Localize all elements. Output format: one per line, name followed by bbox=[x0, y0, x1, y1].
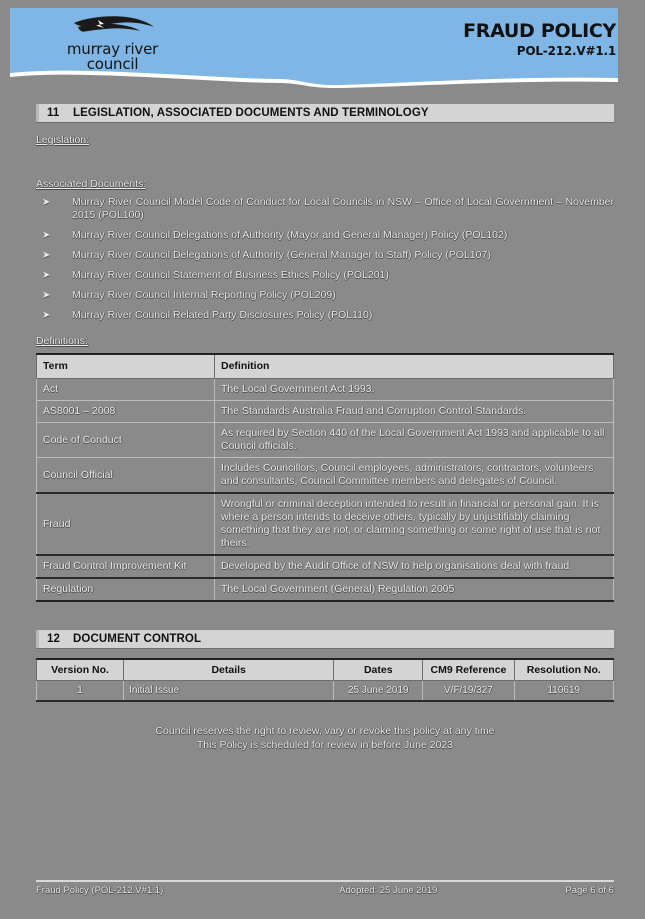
page-header-banner bbox=[10, 8, 630, 86]
review-note-line-2: This Policy is scheduled for review in before June 2023 bbox=[196, 739, 454, 751]
list-item-text: Murray River Council Internal Reporting Policy (POL209) bbox=[72, 289, 336, 301]
associated-documents-list bbox=[36, 196, 614, 322]
details-cell: Initial Issue bbox=[124, 681, 334, 702]
section-12-title: DOCUMENT CONTROL bbox=[73, 633, 202, 645]
column-header-term: Term bbox=[37, 354, 215, 379]
list-item bbox=[36, 309, 614, 322]
footer-center: Adopted: 25 June 2019 bbox=[339, 885, 438, 896]
council-logo bbox=[40, 14, 185, 72]
section-12-number: 12 bbox=[47, 633, 60, 645]
table-row bbox=[37, 458, 614, 494]
definitions-block bbox=[36, 329, 614, 349]
table-header-row bbox=[37, 354, 614, 379]
document-control-table bbox=[36, 658, 614, 702]
definition-cell: The Standards Australia Fraud and Corruption Control Standards. bbox=[215, 401, 614, 423]
term-cell: AS8001 – 2008 bbox=[37, 401, 215, 423]
term-cell: Fraud bbox=[37, 493, 215, 555]
associated-documents-heading: Associated Documents: bbox=[36, 178, 147, 190]
column-header-cm9-reference: CM9 Reference bbox=[423, 659, 514, 681]
resolution-no-cell: 110619 bbox=[514, 681, 613, 702]
bird-leaf-logo-icon bbox=[68, 14, 158, 40]
definition-cell: The Local Government (General) Regulation 2005 bbox=[215, 578, 614, 601]
list-item bbox=[36, 269, 614, 282]
term-cell: Code of Conduct bbox=[37, 423, 215, 458]
legislation-heading: Legislation: bbox=[36, 134, 90, 146]
version-cell: 1 bbox=[37, 681, 124, 702]
bullet-arrow-icon: ➤ bbox=[42, 270, 51, 281]
term-cell: Fraud Control Improvement Kit bbox=[37, 555, 215, 578]
list-item-text: Murray River Council Delegations of Authority (General Manager to Staff) Policy (POL107) bbox=[72, 249, 491, 261]
review-note bbox=[36, 724, 614, 752]
table-row bbox=[37, 578, 614, 601]
list-item-text: Murray River Council Statement of Business Ethics Policy (POL201) bbox=[72, 269, 389, 281]
bullet-arrow-icon: ➤ bbox=[42, 310, 51, 321]
term-cell: Regulation bbox=[37, 578, 215, 601]
table-header-row bbox=[37, 659, 614, 681]
definition-cell: The Local Government Act 1993. bbox=[215, 379, 614, 401]
logo-line-2: council bbox=[86, 55, 139, 73]
column-header-version-no: Version No. bbox=[37, 659, 124, 681]
section-11-number: 11 bbox=[47, 107, 60, 119]
table-row bbox=[37, 681, 614, 702]
section-heading-12 bbox=[36, 630, 614, 648]
document-content bbox=[36, 104, 614, 752]
list-item bbox=[36, 289, 614, 302]
term-cell: Act bbox=[37, 379, 215, 401]
table-row bbox=[37, 493, 614, 555]
list-item bbox=[36, 196, 614, 222]
table-row bbox=[37, 555, 614, 578]
bullet-arrow-icon: ➤ bbox=[42, 197, 51, 208]
table-row bbox=[37, 401, 614, 423]
bullet-arrow-icon: ➤ bbox=[42, 250, 51, 261]
table-row bbox=[37, 423, 614, 458]
list-item-text: Murray River Council Related Party Disclosures Policy (POL110) bbox=[72, 309, 373, 321]
definition-cell: As required by Section 440 of the Local Government Act 1993 and applicable to all Council officials. bbox=[215, 423, 614, 458]
definition-cell: Includes Councillors, Council employees, administrators, contractors, volunteers and consultants, Council Committee members and delegates of Council. bbox=[215, 458, 614, 494]
footer-left: Fraud Policy (POL-212.V#1.1) bbox=[36, 885, 164, 896]
list-item bbox=[36, 249, 614, 262]
list-item bbox=[36, 229, 614, 242]
column-header-dates: Dates bbox=[334, 659, 423, 681]
definitions-table bbox=[36, 353, 614, 602]
document-reference: POL-212.V#1.1 bbox=[516, 44, 616, 58]
associated-documents-block bbox=[36, 172, 614, 192]
section-heading-11 bbox=[36, 104, 614, 122]
definition-cell: Wrongful or criminal deception intended to result in financial or personal gain. It is where a person intends to deceive others, typically by unjustifiably claiming something that they are not, or claiming something or some right of use that is not theirs. bbox=[215, 493, 614, 555]
page-footer bbox=[36, 880, 614, 896]
column-header-definition: Definition bbox=[215, 354, 614, 379]
cm9-reference-cell: V/F/19/327 bbox=[423, 681, 514, 702]
footer-right: Page 6 of 6 bbox=[565, 885, 614, 896]
table-row bbox=[37, 379, 614, 401]
document-title: FRAUD POLICY bbox=[463, 20, 616, 42]
column-header-resolution-no: Resolution No. bbox=[514, 659, 613, 681]
review-note-line-1: Council reserves the right to review, vary or revoke this policy at any time bbox=[155, 725, 495, 737]
column-header-details: Details bbox=[124, 659, 334, 681]
document-title-block bbox=[463, 20, 616, 60]
bullet-arrow-icon: ➤ bbox=[42, 290, 51, 301]
dates-cell: 25 June 2019 bbox=[334, 681, 423, 702]
definition-cell: Developed by the Audit Office of NSW to help organisations deal with fraud. bbox=[215, 555, 614, 578]
section-11-title: LEGISLATION, ASSOCIATED DOCUMENTS AND TERMINOLOGY bbox=[73, 107, 429, 119]
logo-line-1: murray river bbox=[66, 40, 159, 58]
legislation-block bbox=[36, 128, 614, 148]
list-item-text: Murray River Council Model Code of Conduct for Local Councils in NSW – Office of Local Government – November 2015 (POL100) bbox=[72, 196, 614, 221]
definitions-heading: Definitions: bbox=[36, 335, 88, 347]
list-item-text: Murray River Council Delegations of Authority (Mayor and General Manager) Policy (POL102) bbox=[72, 229, 508, 241]
bullet-arrow-icon: ➤ bbox=[42, 230, 51, 241]
term-cell: Council Official bbox=[37, 458, 215, 494]
